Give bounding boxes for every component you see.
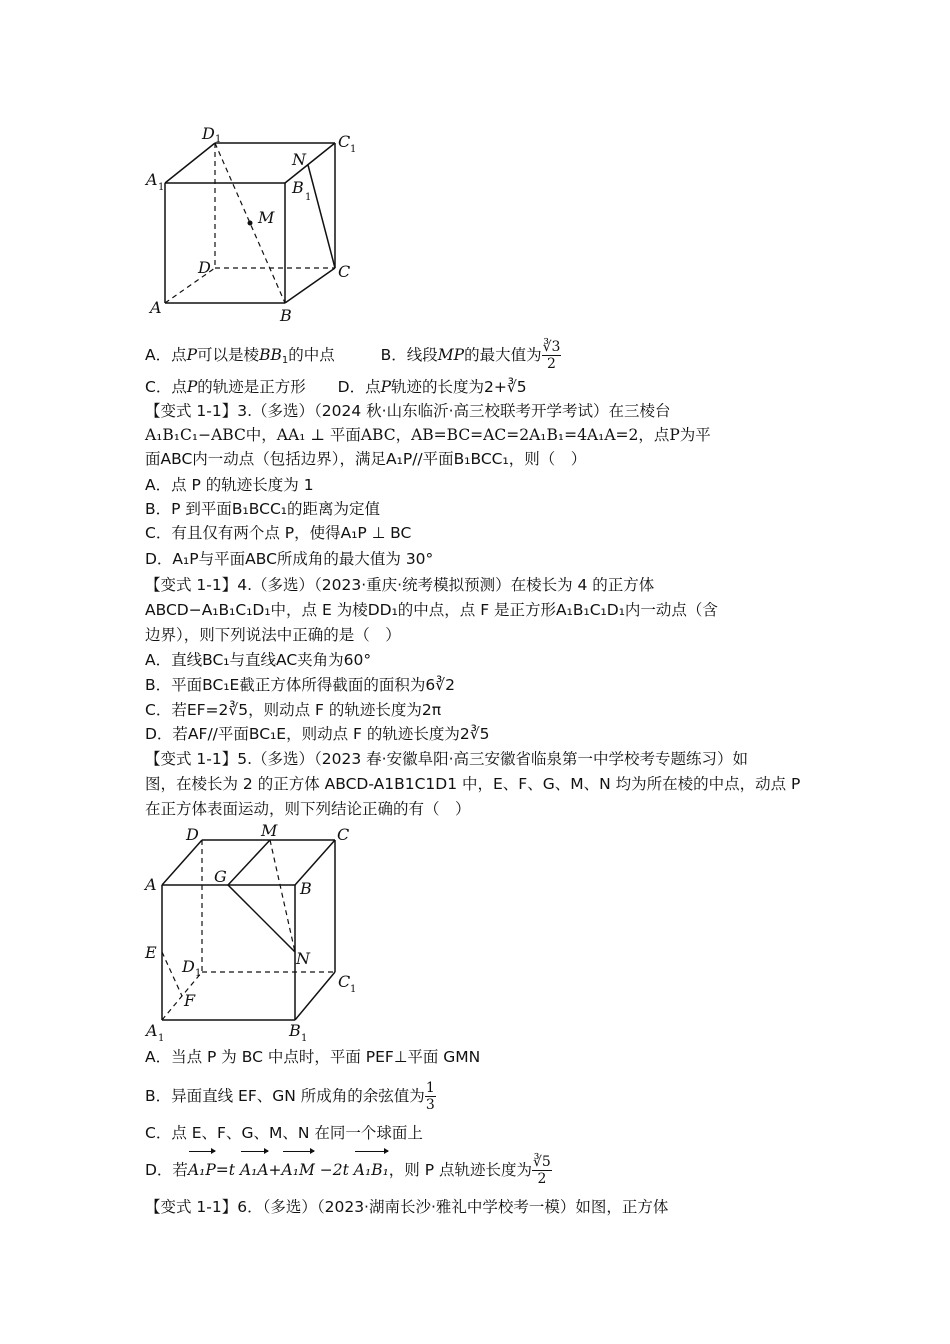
svg-text:1: 1 bbox=[195, 968, 202, 979]
label-e: E bbox=[145, 943, 157, 962]
label-a: A bbox=[145, 875, 157, 894]
q5-option-c: C．点 E、F、G、M、N 在同一个球面上 bbox=[145, 1124, 423, 1142]
label-b: B bbox=[280, 306, 292, 325]
label-n: N bbox=[292, 150, 306, 169]
svg-text:1: 1 bbox=[305, 192, 312, 203]
q6-line-1: 【变式 1-1】6．（多选）（2023·湖南长沙·雅礼中学校考一模）如图，正方体 bbox=[145, 1198, 669, 1216]
q3-line-1: 【变式 1-1】3.（多选）（2024 秋·山东临沂·高三校联考开学考试）在三棱台 bbox=[145, 402, 671, 420]
label-a: A bbox=[150, 298, 162, 317]
label-a1: A bbox=[146, 170, 158, 189]
q5-option-a: A．当点 P 为 BC 中点时，平面 PEF⊥平面 GMN bbox=[145, 1048, 481, 1066]
svg-text:1: 1 bbox=[350, 144, 357, 155]
label-m: M bbox=[258, 208, 275, 227]
edge-a1-d1 bbox=[165, 143, 215, 183]
q5-line-1: 【变式 1-1】5.（多选）（2023 春·安徽阜阳·高三安徽省临泉第一中学校考专题练习）如 bbox=[145, 750, 749, 768]
label-d1: D bbox=[202, 125, 215, 143]
label-d: D bbox=[186, 825, 199, 844]
label-b: B bbox=[300, 879, 312, 898]
q5-line-3: 在正方体表面运动，则下列结论正确的有（ ） bbox=[145, 800, 471, 818]
fraction-q5b: $\frac{1}{3}$ bbox=[425, 1080, 435, 1113]
label-n: N bbox=[296, 949, 310, 968]
fraction-b: $\frac{∛3}{2}$ bbox=[542, 339, 561, 372]
label-c1: C bbox=[338, 972, 351, 991]
label-f: F bbox=[184, 991, 196, 1010]
segment-n-c bbox=[308, 165, 335, 268]
q3-line-2: A₁B₁C₁−ABC中，AA₁ ⊥ 平面ABC，AB=BC=AC=2A₁B₁=4A₁A=2，点P为平 bbox=[145, 426, 711, 444]
q4-option-d: D．若AF//平面BC₁E，则动点 F 的轨迹长度为2∛5 bbox=[145, 725, 490, 743]
q3-option-a: A．点 P 的轨迹长度为 1 bbox=[145, 476, 314, 494]
label-g: G bbox=[214, 867, 227, 886]
label-c: C bbox=[337, 825, 350, 844]
point-m bbox=[248, 221, 253, 226]
label-m: M bbox=[261, 821, 278, 840]
hidden-segment-m-n bbox=[270, 840, 295, 952]
label-c1: C bbox=[338, 132, 351, 151]
label-b1: B bbox=[292, 178, 304, 197]
q4-option-c: C．若EF=2∛5，则动点 F 的轨迹长度为2π bbox=[145, 701, 442, 719]
q5-line-2: 图，在棱长为 2 的正方体 ABCD-A1B1C1D1 中，E、F、G、M、N 均为所在棱的中点，动点 P bbox=[145, 775, 801, 793]
cube-figure-2 bbox=[140, 820, 380, 1045]
hidden-segment-e-f bbox=[162, 952, 182, 996]
svg-text:1: 1 bbox=[158, 1033, 165, 1044]
q4-option-b: B．平面BC₁E截正方体所得截面的面积为6∛2 bbox=[145, 676, 455, 694]
segment-g-m bbox=[228, 840, 270, 885]
label-d: D bbox=[198, 258, 211, 277]
label-b1: B bbox=[289, 1021, 301, 1040]
q3-option-b: B．P 到平面B₁BCC₁的距离为定值 bbox=[145, 500, 380, 518]
label-a1: A bbox=[146, 1021, 158, 1040]
q3-option-d: D．A₁P与平面ABC所成角的最大值为 30° bbox=[145, 550, 434, 568]
edge-b1-c1 bbox=[295, 972, 335, 1020]
cube-figure-1 bbox=[140, 125, 380, 325]
edge-b-c bbox=[285, 268, 335, 303]
q2-options-cd: C．点P的轨迹是正方形 D．点P轨迹的长度为2+∛5 bbox=[145, 378, 527, 396]
q4-option-a: A．直线BC₁与直线AC夹角为60° bbox=[145, 651, 372, 669]
svg-text:1: 1 bbox=[158, 182, 165, 193]
q5-option-b: B．异面直线 EF、GN 所成角的余弦值为 $\frac{1}{3}$ bbox=[145, 1080, 435, 1113]
q4-line-2: ABCD−A₁B₁C₁D₁中，点 E 为棱DD₁的中点，点 F 是正方形A₁B₁C₁D₁内一动点（含 bbox=[145, 601, 718, 619]
q2-options-ab: A．点P可以是棱$BB_1$的中点 B．线段MP的最大值为 $\frac{∛3}{2}$ bbox=[145, 339, 561, 372]
svg-text:1: 1 bbox=[350, 984, 357, 995]
q3-option-c: C．有且仅有两个点 P，使得A₁P ⊥ BC bbox=[145, 524, 412, 542]
svg-text:1: 1 bbox=[215, 134, 222, 145]
q5-option-d: D．若A₁P=t A₁A+A₁M −2t A₁B₁，则 P 点轨迹长度为 $\frac{∛5}{2}$ bbox=[145, 1150, 552, 1190]
fraction-q5d: $\frac{∛5}{2}$ bbox=[533, 1154, 551, 1187]
q4-line-1: 【变式 1-1】4.（多选）（2023·重庆·统考模拟预测）在棱长为 4 的正方体 bbox=[145, 576, 655, 594]
svg-text:1: 1 bbox=[301, 1033, 308, 1044]
q3-line-3: 面ABC内一动点（包括边界），满足A₁P//平面B₁BCC₁，则（ ） bbox=[145, 450, 587, 468]
label-d1: D bbox=[182, 957, 195, 976]
segment-g-n bbox=[228, 885, 295, 952]
q4-line-3: 边界），则下列说法中正确的是（ ） bbox=[145, 626, 401, 644]
label-c: C bbox=[338, 262, 351, 281]
edge-a-d bbox=[162, 840, 202, 885]
